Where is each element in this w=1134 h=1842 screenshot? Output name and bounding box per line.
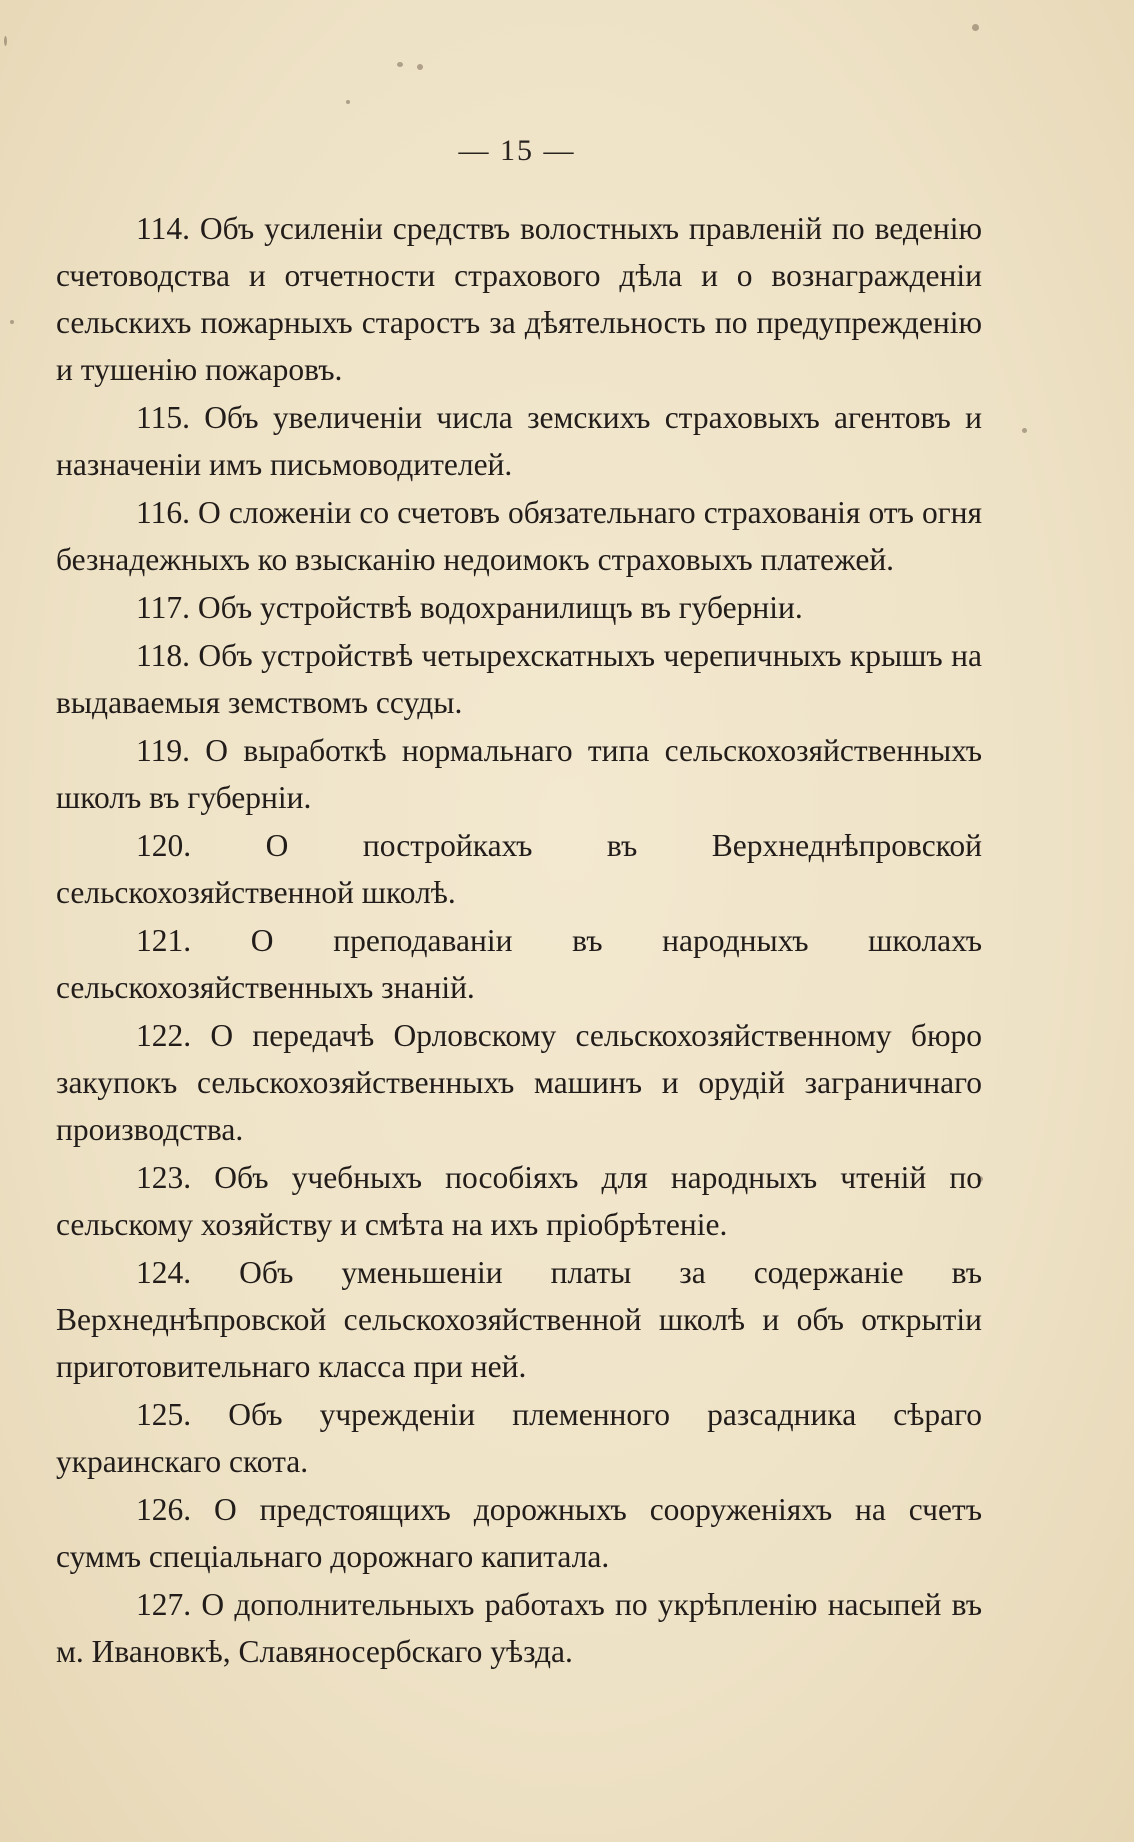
agenda-item: 124. Объ уменьшеніи платы за содержаніе въ Верхнеднѣпровской сельскохозяйственной школѣ и объ открытіи приготовительнаго класса при ней. [56,1255,982,1384]
agenda-item: 117. Объ устройствѣ водохранилищъ въ губерніи. [136,590,803,625]
agenda-item: 122. О передачѣ Орловскому сельскохозяйственному бюро закупокъ сельскохозяйственныхъ машинъ и орудій заграничнаго производства. [56,1018,982,1147]
agenda-item: 123. Объ учебныхъ пособіяхъ для народныхъ чтеній по сельскому хозяйству и смѣта на ихъ пріобрѣтеніе. [56,1160,982,1242]
agenda-item: 120. О постройкахъ въ Верхнеднѣпровской сельскохозяйственной школѣ. [56,828,982,910]
ink-speck [10,320,14,324]
agenda-item: 127. О дополнительныхъ работахъ по укрѣпленію насыпей въ м. Ивановкѣ, Славяносербскаго уѣзда. [56,1587,982,1669]
ink-speck [397,62,403,67]
agenda-item: 119. О выработкѣ нормальнаго типа сельскохозяйственныхъ школъ въ губерніи. [56,733,982,815]
page-number: — 15 — [458,134,576,167]
ink-speck [417,64,423,70]
agenda-item: 121. О преподаваніи въ народныхъ школахъ сельскохозяйственныхъ знаній. [56,923,982,1005]
ink-speck [346,100,350,104]
agenda-item: 125. Объ учрежденіи племенного разсадника сѣраго украинскаго скота. [56,1397,982,1479]
agenda-item: 114. Объ усиленіи средствъ волостныхъ правленій по веденію счетоводства и отчетности страхового дѣла и о вознагражденіи сельскихъ пожарныхъ старостъ за дѣятельность по предупрежденію и тушенію пожаровъ. [56,211,982,387]
agenda-item: 116. О сложеніи со счетовъ обязательнаго страхованія отъ огня безнадежныхъ ко взысканію недоимокъ страховыхъ платежей. [56,495,982,577]
ink-speck [4,36,7,46]
agenda-list [56,205,982,1676]
agenda-item: 115. Объ увеличеніи числа земскихъ страховыхъ агентовъ и назначеніи имъ письмоводителей. [56,400,982,482]
ink-speck [972,24,979,31]
agenda-item: 118. Объ устройствѣ четырехскатныхъ черепичныхъ крышъ на выдаваемыя земствомъ ссуды. [56,638,982,720]
agenda-item: 126. О предстоящихъ дорожныхъ сооруженіяхъ на счетъ суммъ спеціальнаго дорожнаго капитала. [56,1492,982,1574]
ink-speck [1022,428,1027,433]
